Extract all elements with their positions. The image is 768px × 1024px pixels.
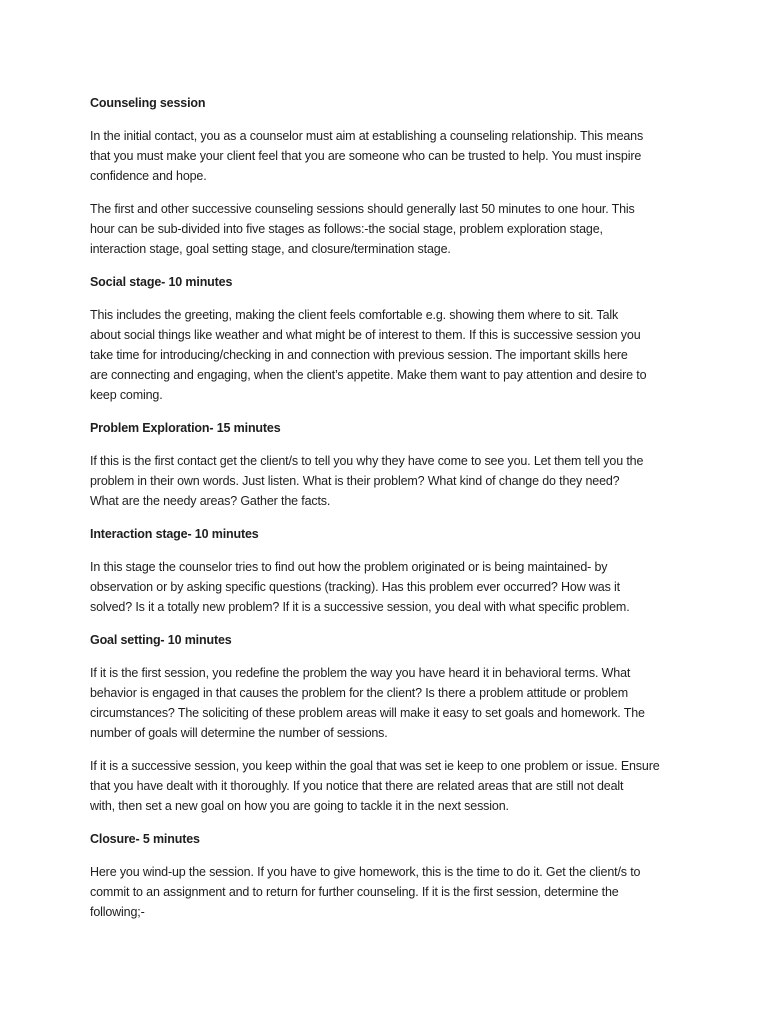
body-paragraph xyxy=(90,199,690,259)
section-heading xyxy=(90,418,690,438)
text-line: Here you wind-up the session. If you have to give homework, this is the time to do it. Get the client/s to xyxy=(90,865,641,879)
text-line: are connecting and engaging, when the client’s appetite. Make them want to pay attention and desire to xyxy=(90,368,647,382)
text-line: with, then set a new goal on how you are going to tackle it in the next session. xyxy=(90,799,509,813)
section-heading xyxy=(90,829,690,849)
text-line: circumstances? The soliciting of these problem areas will make it easy to set goals and homework. The xyxy=(90,706,645,720)
text-line: Problem Exploration- 15 minutes xyxy=(90,421,281,435)
text-line: confidence and hope. xyxy=(90,169,207,183)
text-line: The first and other successive counseling sessions should generally last 50 minutes to one hour. This xyxy=(90,202,635,216)
text-line: that you have dealt with it thoroughly. If you notice that there are related areas that are still not dealt xyxy=(90,779,624,793)
text-line: that you must make your client feel that you are someone who can be trusted to help. You must inspire xyxy=(90,149,642,163)
text-line: If this is the first contact get the client/s to tell you why they have come to see you. Let them tell you the xyxy=(90,454,644,468)
text-line: Goal setting- 10 minutes xyxy=(90,633,232,647)
body-paragraph xyxy=(90,756,690,816)
text-line: problem in their own words. Just listen. What is their problem? What kind of change do they need? xyxy=(90,474,620,488)
text-line: about social things like weather and what might be of interest to them. If this is successive session you xyxy=(90,328,641,342)
section-heading xyxy=(90,630,690,650)
body-paragraph xyxy=(90,451,690,511)
text-line: take time for introducing/checking in and connection with previous session. The important skills here xyxy=(90,348,628,362)
text-line: commit to an assignment and to return for further counseling. If it is the first session, determine the xyxy=(90,885,619,899)
text-line: following;- xyxy=(90,905,145,919)
text-line: Closure- 5 minutes xyxy=(90,832,200,846)
section-heading xyxy=(90,272,690,292)
text-line: In the initial contact, you as a counselor must aim at establishing a counseling relationship. This means xyxy=(90,129,644,143)
body-paragraph xyxy=(90,305,690,405)
body-paragraph xyxy=(90,862,690,922)
text-line: interaction stage, goal setting stage, and closure/termination stage. xyxy=(90,242,451,256)
text-line: This includes the greeting, making the client feels comfortable e.g. showing them where to sit. Talk xyxy=(90,308,619,322)
text-line: behavior is engaged in that causes the problem for the client? Is there a problem attitude or problem xyxy=(90,686,628,700)
section-heading xyxy=(90,524,690,544)
text-line: hour can be sub-divided into five stages as follows:-the social stage, problem exploration stage, xyxy=(90,222,603,236)
text-line: solved? Is it a totally new problem? If it is a successive session, you deal with what specific problem. xyxy=(90,600,630,614)
body-paragraph xyxy=(90,126,690,186)
body-paragraph xyxy=(90,663,690,743)
document-page xyxy=(90,93,690,935)
text-line: If it is a successive session, you keep within the goal that was set ie keep to one problem or issue. Ensure xyxy=(90,759,660,773)
section-heading xyxy=(90,93,690,113)
text-line: What are the needy areas? Gather the facts. xyxy=(90,494,331,508)
text-line: number of goals will determine the number of sessions. xyxy=(90,726,388,740)
text-line: In this stage the counselor tries to find out how the problem originated or is being maintained- by xyxy=(90,560,608,574)
text-line: Counseling session xyxy=(90,96,206,110)
text-line: If it is the first session, you redefine the problem the way you have heard it in behavioral terms. What xyxy=(90,666,631,680)
text-line: keep coming. xyxy=(90,388,163,402)
body-paragraph xyxy=(90,557,690,617)
text-line: Interaction stage- 10 minutes xyxy=(90,527,259,541)
text-line: Social stage- 10 minutes xyxy=(90,275,233,289)
text-line: observation or by asking specific questions (tracking). Has this problem ever occurred? How was it xyxy=(90,580,620,594)
